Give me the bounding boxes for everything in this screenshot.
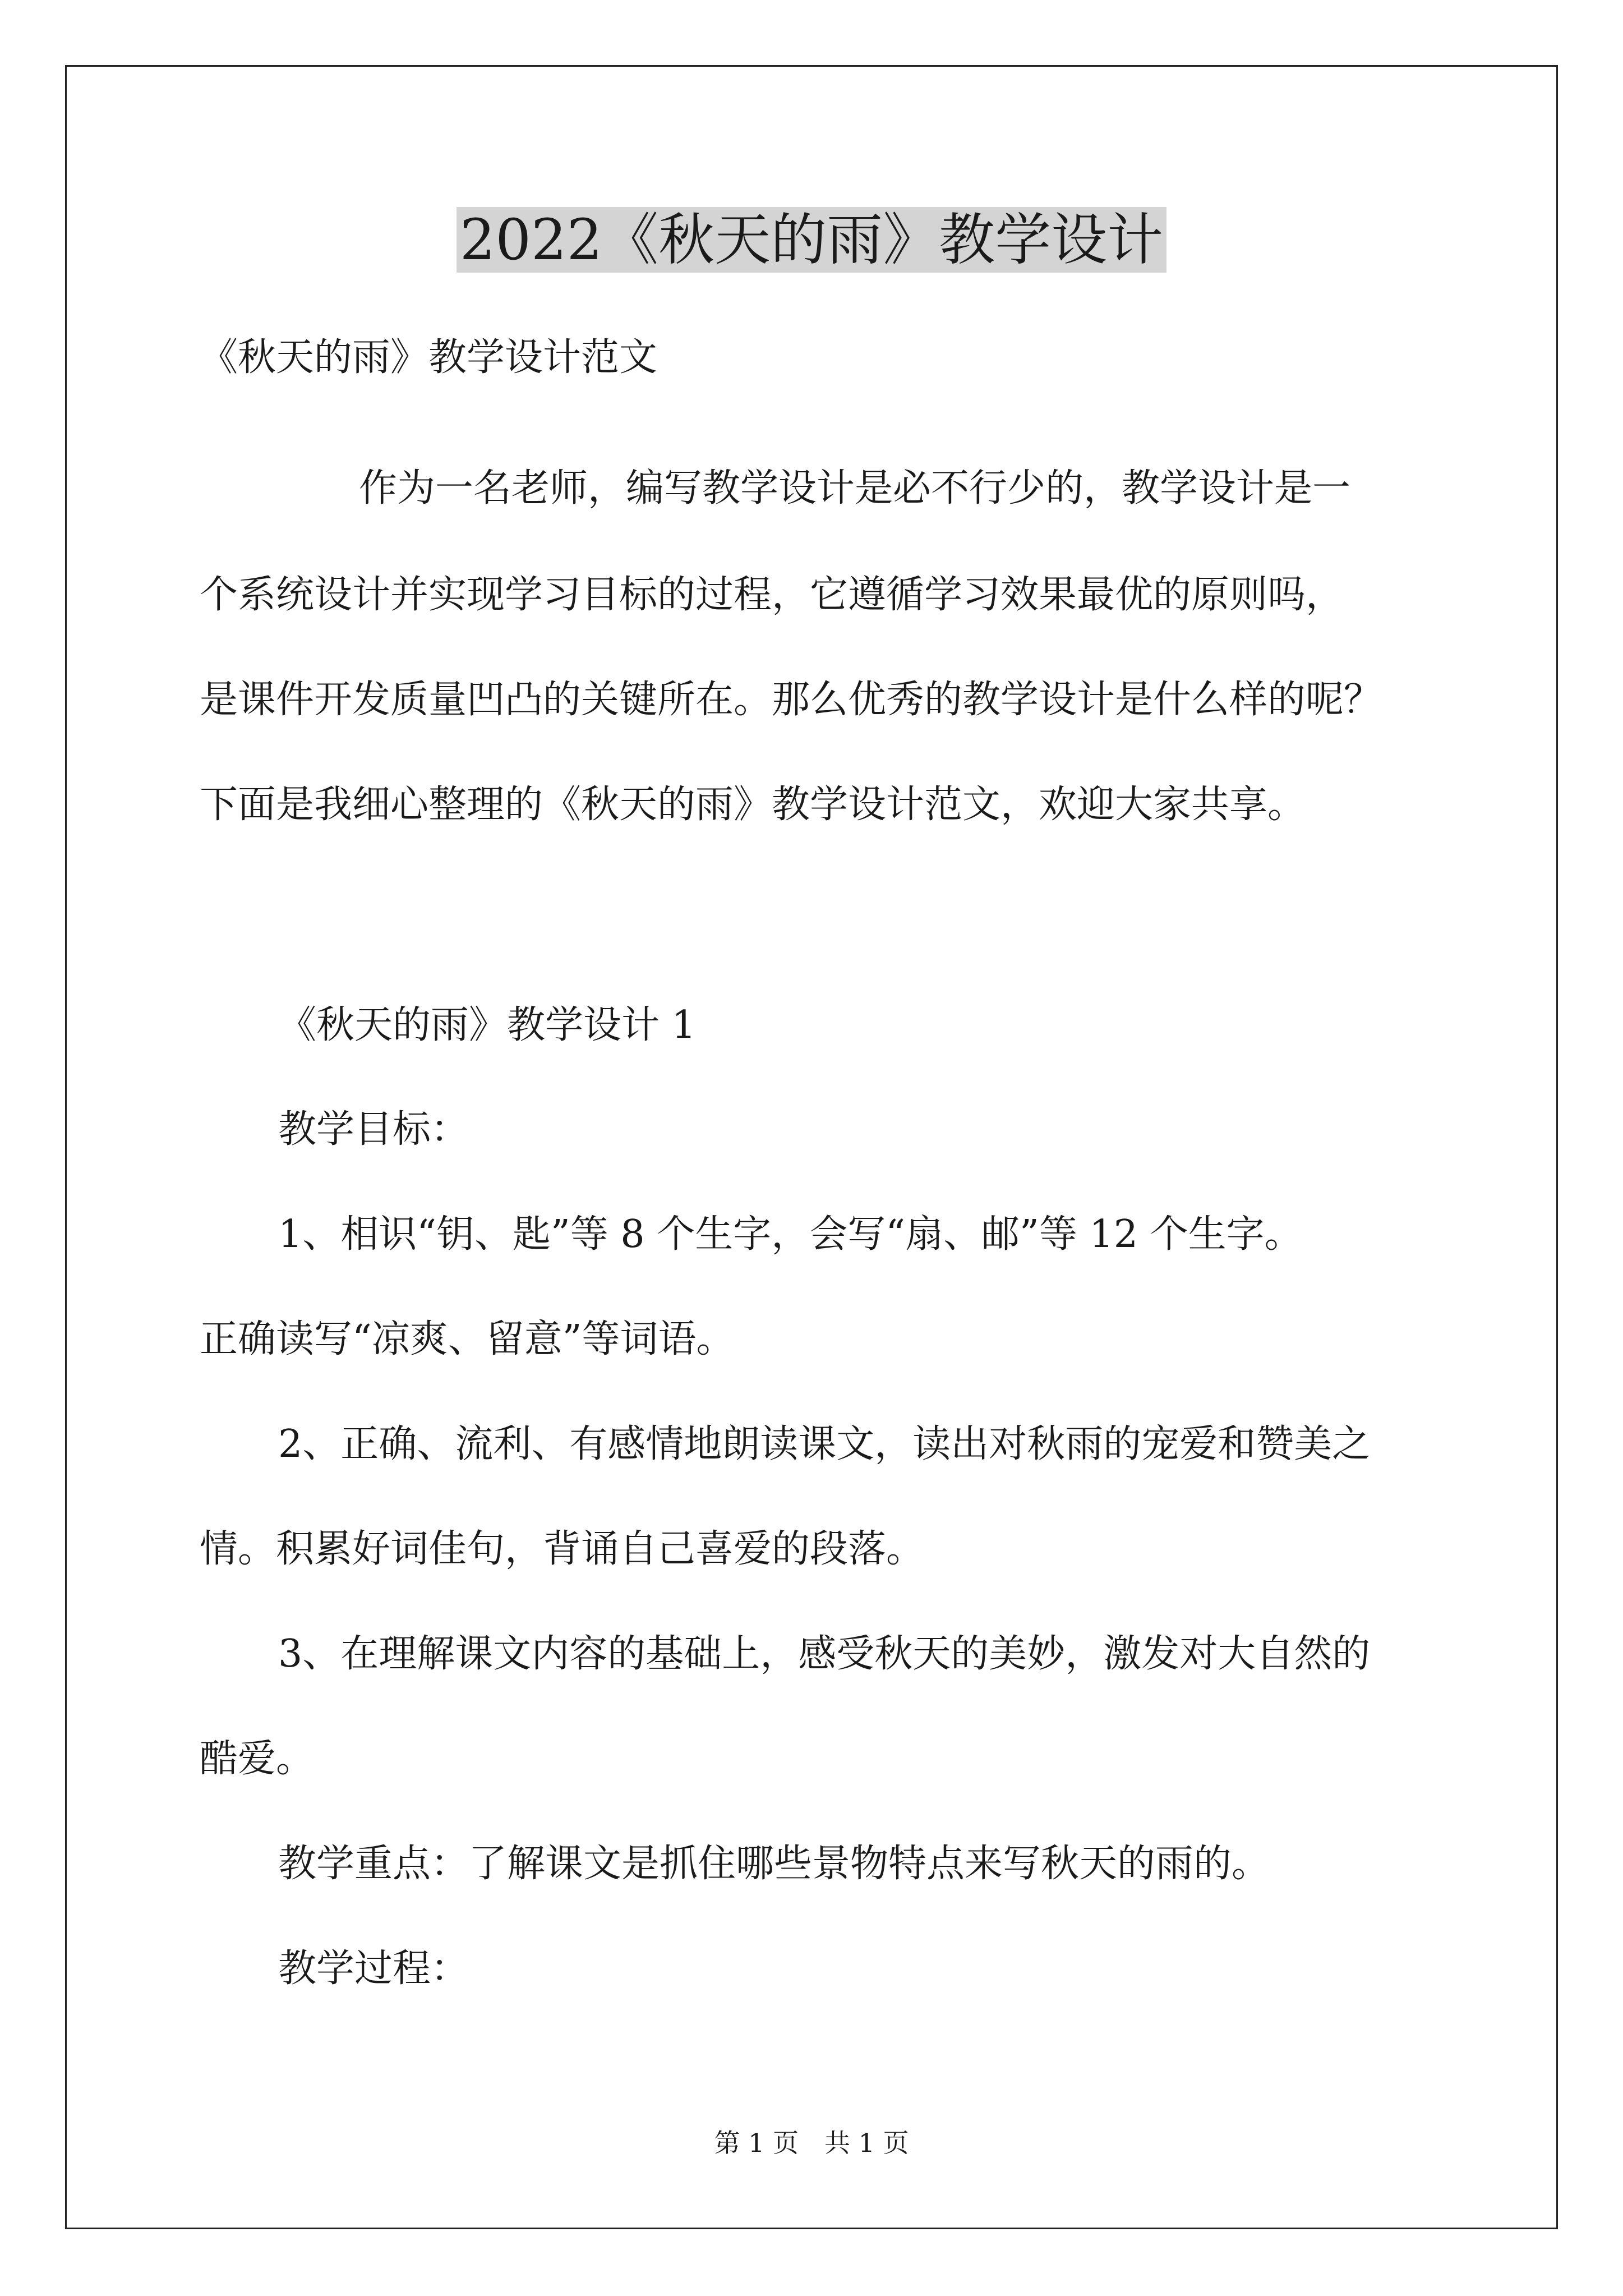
intro-line-4: 下面是我细心整理的《秋天的雨》教学设计范文，欢迎大家共享。: [200, 783, 1306, 827]
goals-heading: 教学目标：: [278, 1107, 469, 1152]
page-footer: 第 1 页 共 1 页: [714, 2128, 909, 2158]
document-title-text: 2022《秋天的雨》教学设计: [457, 207, 1167, 273]
intro-line-1: 作为一名老师，编写教学设计是必不行少的，教学设计是一: [359, 466, 1351, 510]
intro-line-2: 个系统设计并实现学习目标的过程，它遵循学习效果最优的原则吗，: [200, 573, 1344, 617]
goal-3-line-2: 酷爱。: [200, 1737, 315, 1781]
key-point: 教学重点：了解课文是抓住哪些景物特点来写秋天的雨的。: [278, 1842, 1270, 1886]
goal-3-line-1: 3、在理解课文内容的基础上，感受秋天的美妙，激发对大自然的: [278, 1632, 1371, 1676]
document-subtitle: 《秋天的雨》教学设计范文: [200, 335, 658, 380]
goal-1-line-2: 正确读写“凉爽、留意”等词语。: [200, 1317, 735, 1361]
goal-1-line-1: 1、相识“钥、匙”等 8 个生字，会写“扇、邮”等 12 个生字。: [278, 1212, 1303, 1257]
section-heading: 《秋天的雨》教学设计 1: [278, 1003, 696, 1047]
goal-2-line-1: 2、正确、流利、有感情地朗读课文，读出对秋雨的宠爱和赞美之: [278, 1422, 1371, 1466]
process-heading: 教学过程：: [278, 1947, 469, 1991]
document-title: [0, 201, 1623, 279]
intro-line-3: 是课件开发质量凹凸的关键所在。那么优秀的教学设计是什么样的呢？: [200, 678, 1382, 722]
goal-2-line-2: 情。积累好词佳句，背诵自己喜爱的段落。: [200, 1527, 925, 1571]
